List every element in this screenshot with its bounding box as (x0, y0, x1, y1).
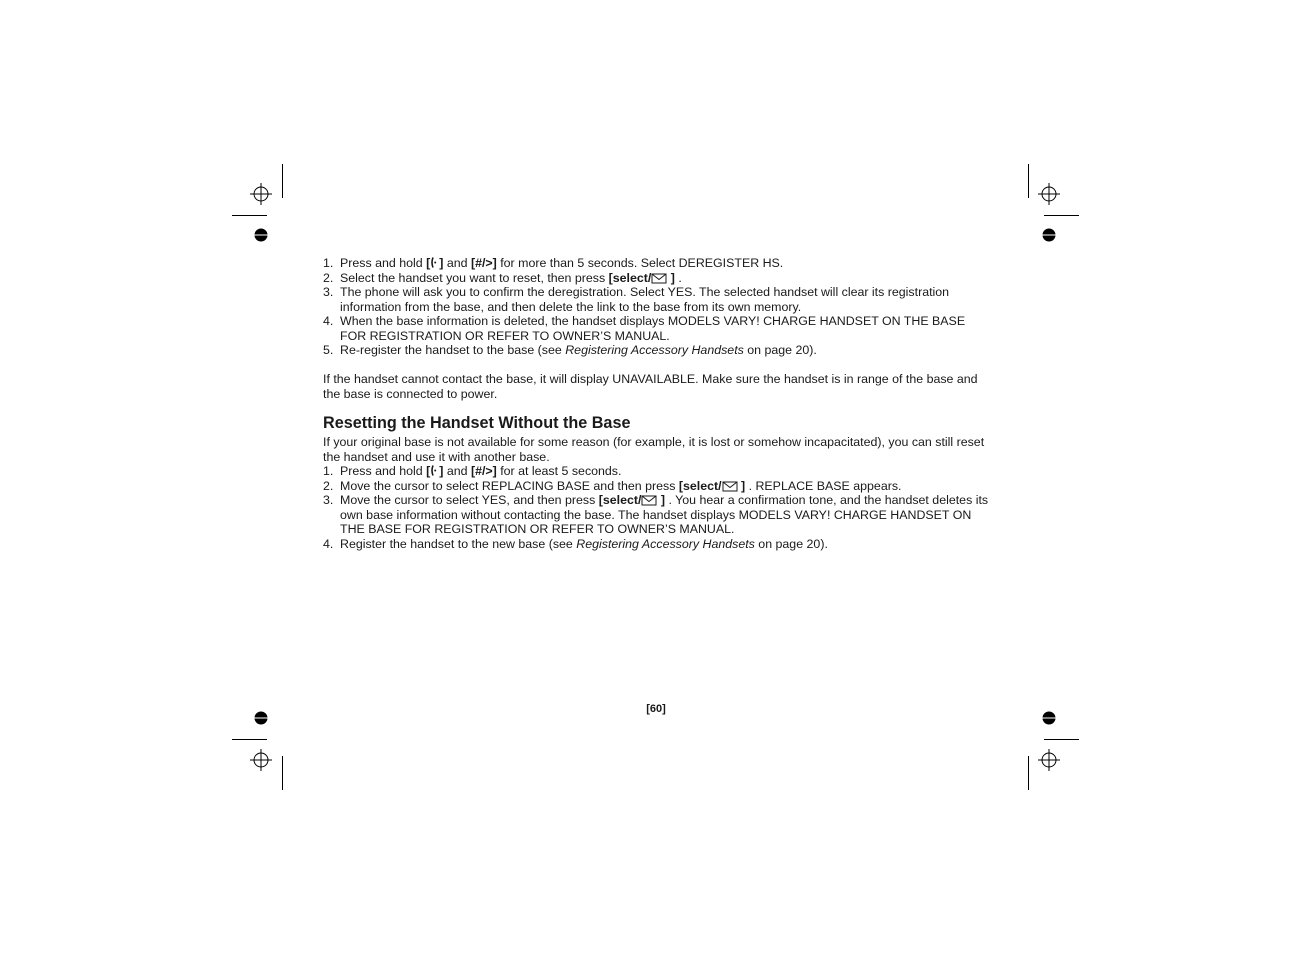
talk-key-icon (430, 256, 439, 269)
cross-reference: Registering Accessory Handsets (576, 536, 755, 551)
step-text: Move the cursor to select YES, and then press (340, 493, 599, 507)
key-label: [select/ (608, 270, 652, 285)
list-item (323, 271, 989, 286)
step-number: 2. (323, 270, 334, 285)
step-text: on page 20). (743, 343, 817, 357)
key-label: [#/>] (470, 464, 497, 478)
list-item (323, 343, 989, 358)
list-item (323, 464, 989, 479)
step-text: Press and hold (340, 464, 427, 478)
list-item (323, 314, 989, 343)
key-label: ] (660, 493, 666, 507)
half-filled-dot-icon (253, 229, 269, 242)
key-label: [ (426, 256, 431, 270)
step-text: Select the handset you want to reset, then press (340, 270, 609, 285)
talk-key-icon (430, 464, 439, 477)
step-text: . You hear a confirmation tone, and the handset deletes its own base information without contacting the base. The handset displays MODELS VARY! CHARGE HANDSET ON THE BASE FOR REGISTRATION OR REFER TO OWNER’S MANUAL. (340, 493, 989, 536)
list-item (323, 479, 989, 494)
key-label: ] (741, 478, 746, 493)
section-intro: If your original base is not available for some reason (for example, it is lost or somehow incapacitated), you can still reset the handset and use it with another base. (323, 435, 985, 464)
step-text: . REPLACE BASE appears. (745, 478, 902, 493)
step-number: 4. (323, 314, 334, 328)
step-text: . (674, 270, 682, 285)
list-item (323, 256, 989, 271)
envelope-icon (651, 273, 667, 284)
key-label: ] (670, 270, 675, 285)
cross-reference: Registering Accessory Handsets (565, 343, 744, 357)
key-label: ] (439, 256, 444, 270)
key-label: [#/>] (470, 256, 497, 270)
step-number: 1. (323, 256, 334, 270)
list-item (323, 537, 989, 552)
list-item (323, 285, 989, 314)
step-text: and (443, 256, 471, 270)
key-label: [select/ (598, 493, 642, 507)
envelope-icon (722, 481, 738, 492)
section-heading: Resetting the Handset Without the Base (323, 414, 631, 432)
step-text: and (443, 464, 471, 478)
registration-mark-icon (1038, 749, 1060, 771)
step-text: Re-register the handset to the base (see (340, 343, 566, 357)
step-number: 4. (323, 536, 334, 551)
step-text: for more than 5 seconds. Select DEREGISTER HS. (496, 256, 784, 270)
registration-mark-icon (250, 749, 272, 771)
step-text: The phone will ask you to confirm the deregistration. Select YES. The selected handset will clear its registration information from the base, and then delete the link to the base from its own memory. (340, 285, 950, 314)
key-label: [ (426, 464, 431, 478)
list-item (323, 493, 989, 537)
step-text: for at least 5 seconds. (496, 464, 622, 478)
step-text: on page 20). (754, 536, 828, 551)
step-text: Move the cursor to select REPLACING BASE and then press (340, 478, 679, 493)
key-label: ] (439, 464, 444, 478)
half-filled-dot-icon (1041, 229, 1057, 242)
step-number: 1. (323, 464, 334, 478)
step-number: 3. (323, 285, 334, 299)
envelope-icon (641, 495, 657, 506)
reset-steps (323, 464, 989, 551)
step-text: Press and hold (340, 256, 427, 270)
deregister-steps (323, 256, 989, 358)
step-text: When the base information is deleted, the handset displays MODELS VARY! CHARGE HANDSET ON THE BASE FOR REGISTRATION OR REFER TO OWNER’S MANUAL. (340, 314, 966, 343)
step-number: 2. (323, 478, 334, 493)
step-text: Register the handset to the new base (see (340, 536, 577, 551)
unavailable-paragraph: If the handset cannot contact the base, it will display UNAVAILABLE. Make sure the handset is in range of the base and the base is connected to power. (323, 372, 978, 401)
step-number: 5. (323, 343, 334, 357)
registration-mark-icon (250, 183, 272, 205)
registration-mark-icon (1038, 183, 1060, 205)
page-number: [60] (646, 703, 666, 715)
key-label: [select/ (678, 478, 722, 493)
manual-content (323, 256, 989, 551)
step-number: 3. (323, 493, 334, 507)
